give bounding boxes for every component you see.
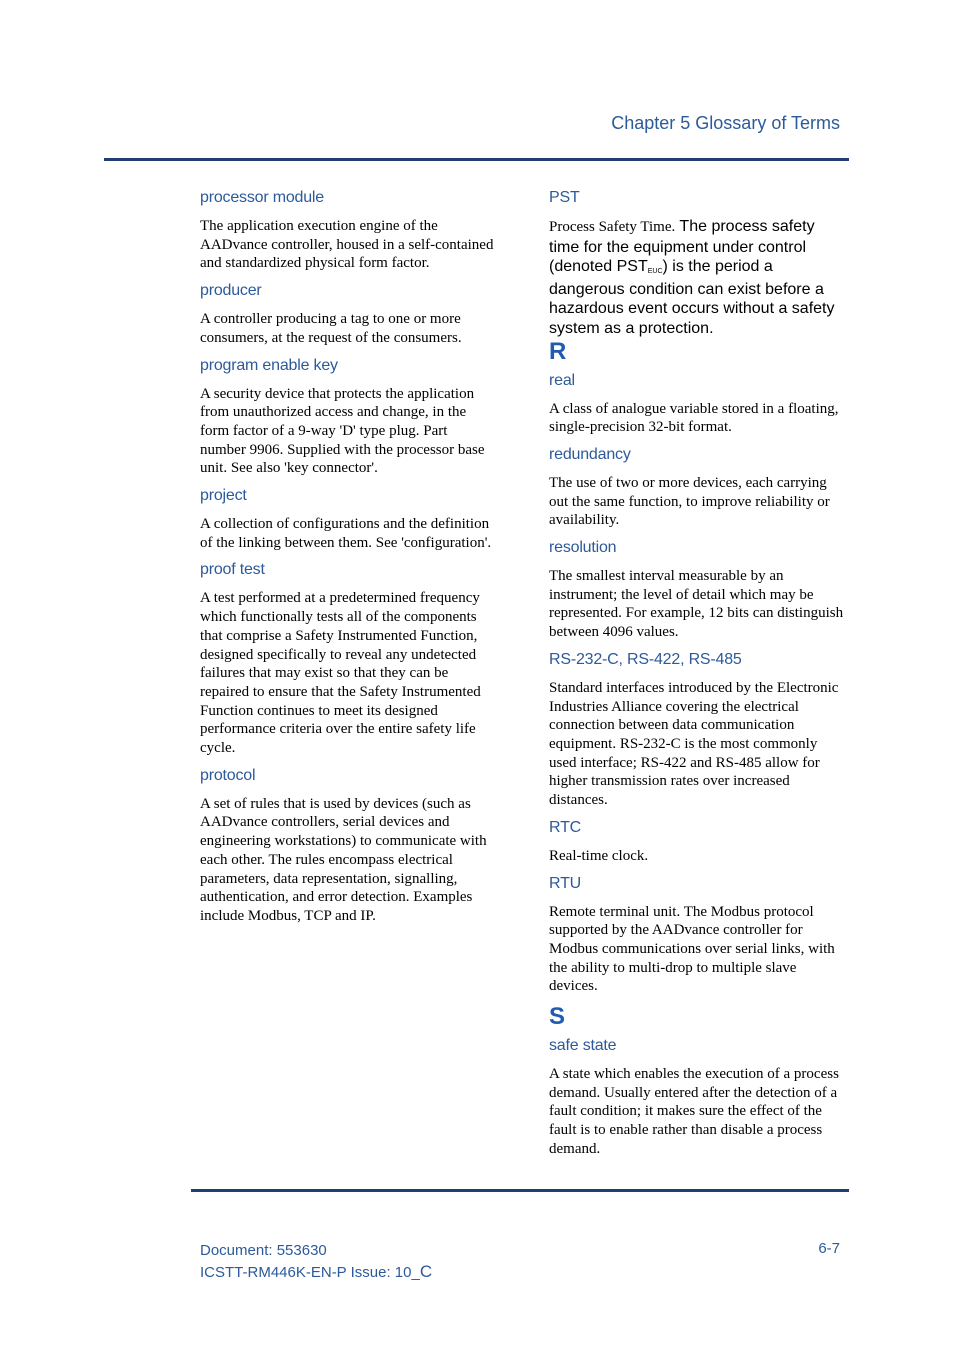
glossary-definition: Standard interfaces introduced by the Electronic Industries Alliance covering the electrical connection between data communication equipment. RS-232-C is the most commonly used interface; RS-422 and RS-485 allow for higher transmission rates over increased distances. [549,679,839,809]
glossary-entry [549,371,844,437]
chapter-title: Glossary of Terms [695,113,840,133]
glossary-entry [549,818,844,866]
page-number: 6-7 [818,1240,840,1257]
glossary-definition: A controller producing a tag to one or more consumers, at the request of the consumers. [200,311,462,346]
glossary-definition: A security device that protects the application from unauthorized access and change, in the form factor of a 9-way 'D' type plug. Part number 9906. Supplied with the processor base unit. See also 'key connector'. [200,385,485,477]
glossary-definition: Remote terminal unit. The Modbus protocol supported by the AADvance controller for Modbus communications over serial links, with the ability to multi-drop to multiple slave devices. [549,903,835,995]
glossary-term: safe state [549,1037,617,1055]
glossary-definition: The use of two or more devices, each carrying out the same function, to improve reliability or availability. [549,474,830,529]
glossary-term: protocol [200,766,256,784]
issue-line [200,1261,432,1283]
glossary-term: project [200,487,247,505]
pst-text-before: The process safety time for the equipment under control (denoted PST [549,218,815,276]
glossary-entry [200,486,495,552]
pst-lead: Process Safety Time. [549,219,676,235]
section-letter-r: R [549,337,567,365]
glossary-term: RTC [549,818,581,836]
glossary-definition: The smallest interval measurable by an instrument; the level of detail which may be represented. For example, 12 bits can distinguish between 4096 values. [549,568,844,641]
glossary-term: proof test [200,561,265,579]
footer-rule [191,1189,849,1192]
glossary-term: real [549,371,575,389]
glossary-entry [549,650,844,810]
glossary-entry [200,560,495,757]
left-column [200,188,495,934]
footer-document-info [200,1240,432,1283]
glossary-definition: A set of rules that is used by devices (such as AADvance controllers, serial devices and engineering workstations) to communicate with each other. The rules encompass electrical parameters, data representation, signalling, authentication, and error detection. Examples include Modbus, TCP and IP. [200,795,487,924]
glossary-definition: A collection of configurations and the definition of the linking between them. See 'configuration'. [200,516,492,551]
glossary-definition: A test performed at a predetermined frequency which functionally tests all of the components that comprise a Safety Instrumented Function, designed specifically to reveal any undetected failures that may exist so that they can be repaired to ensure that the Safety Instrumented Function continues to meet its designed performance criteria over the entire safety life cycle. [200,590,481,757]
glossary-definition: A class of analogue variable stored in a floating, single-precision 32-bit format. [549,400,839,436]
glossary-entry [200,356,495,479]
header-rule [104,158,849,161]
glossary-term: processor module [200,189,324,206]
page-header [611,113,840,134]
glossary-entry [200,766,495,926]
document-number: Document: 553630 [200,1242,327,1259]
chapter-label: Chapter 5 [611,113,691,133]
pst-subscript: EUC [647,268,663,276]
glossary-term: program enable key [200,356,338,374]
glossary-entry [549,445,844,530]
glossary-term: resolution [549,539,617,557]
section-letter-s: S [549,1003,566,1031]
glossary-entry [549,538,844,642]
issue-suffix: C [419,1262,433,1281]
glossary-definition: The application execution engine of the AADvance controller, housed in a self-contained and standardized physical form factor. [200,218,494,272]
glossary-term: PST [549,189,580,206]
glossary-term: producer [200,282,262,300]
right-column [549,188,844,1167]
glossary-definition: A state which enables the execution of a process demand. Usually entered after the detection of a fault condition; it makes sure the effect of the fault is to enable rather than disable a process demand. [549,1066,839,1157]
glossary-entry [200,281,495,347]
pst-text-after: ) is the period a dangerous condition can exist before a hazardous event occurs without a safety system as a protection. [549,258,835,337]
glossary-entry [549,874,844,997]
glossary-entry [549,188,844,339]
glossary-entry [549,1036,844,1159]
glossary-term: redundancy [549,445,631,463]
glossary-term: RTU [549,874,581,892]
glossary-definition [549,217,844,339]
issue-prefix: ICSTT-RM446K-EN-P Issue: 10_ [200,1264,420,1281]
glossary-term: RS-232-C, RS-422, RS-485 [549,650,742,668]
glossary-definition: Real-time clock. [549,847,649,864]
glossary-entry [200,188,495,273]
